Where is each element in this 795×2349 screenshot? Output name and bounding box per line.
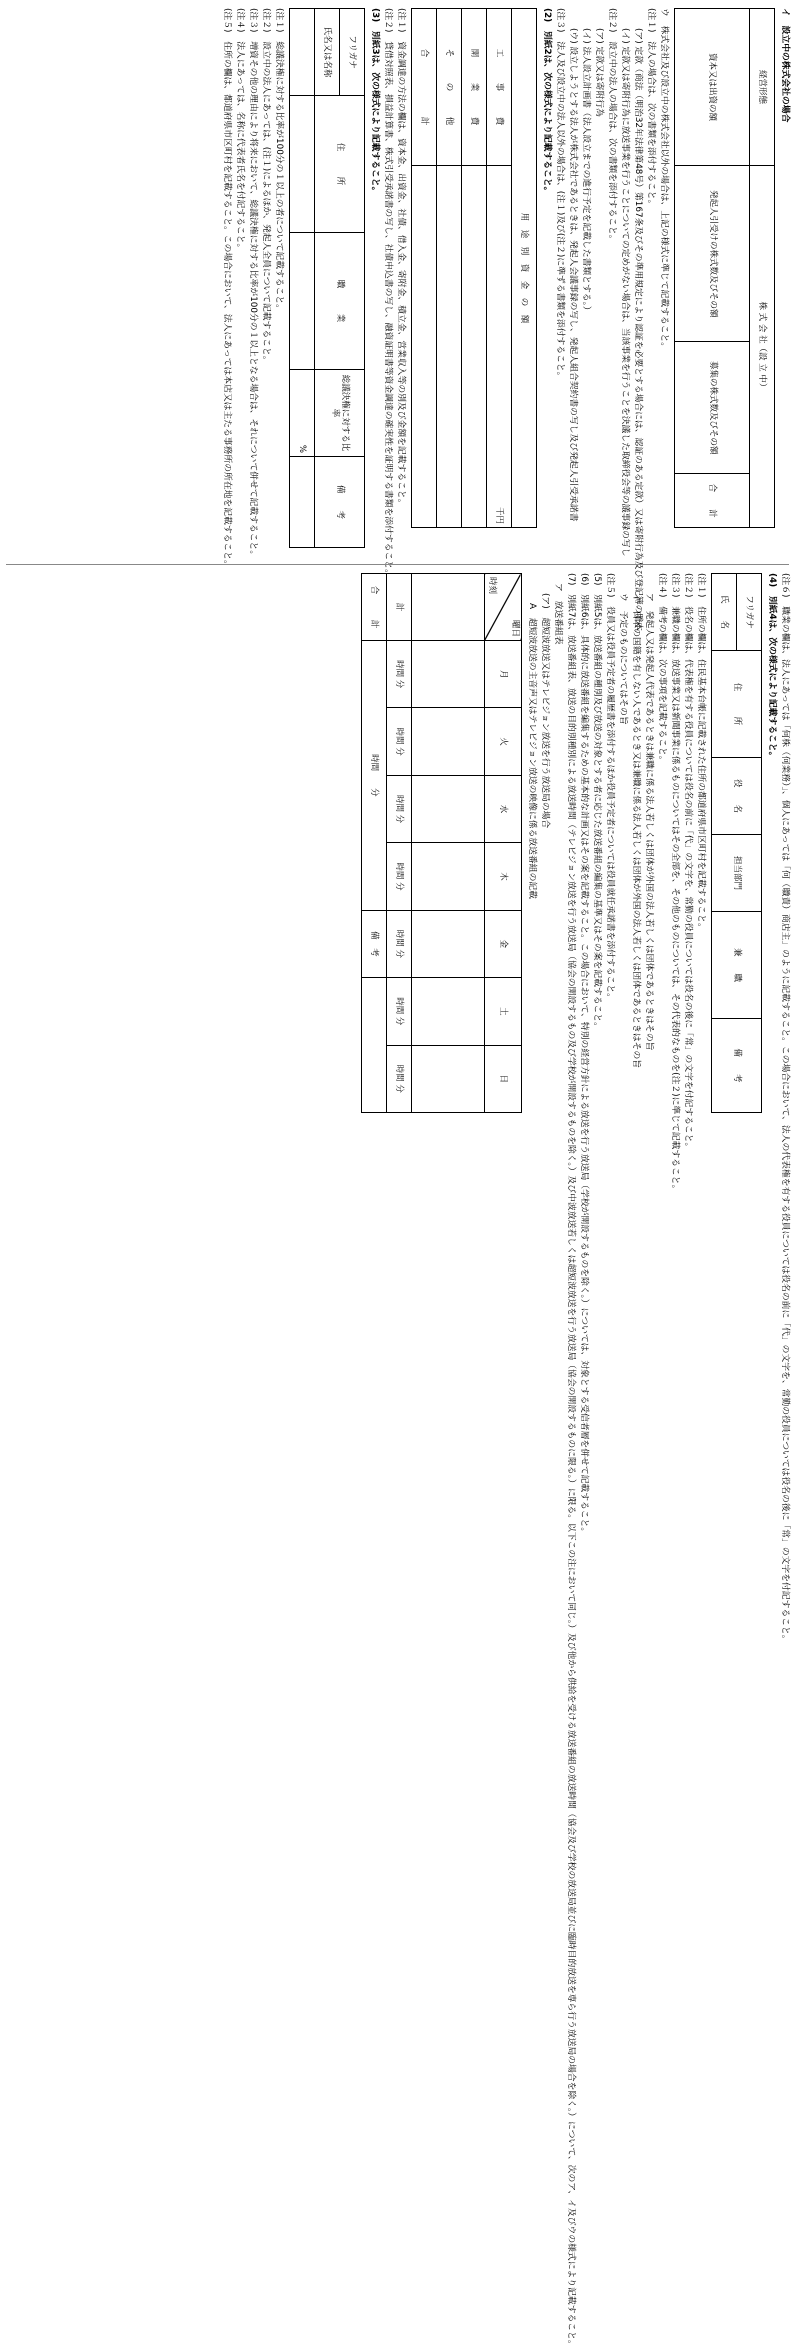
table-cell (436, 166, 461, 528)
hour-minute-cell: 時間 分 (386, 775, 411, 842)
table-cell (411, 708, 484, 775)
table-cell (411, 641, 484, 708)
section-heading: イ 設立中の株式会社の場合 (780, 8, 790, 123)
table-cell (289, 9, 314, 96)
note-text: (注２) 設立中の法人にあっては、(注１)によるほか、発起人全員について記載すること。 (260, 8, 271, 365)
capital-structure-table (674, 8, 775, 528)
note-text: (注４) 備考の欄は、次の事項を記載すること。 (656, 573, 667, 765)
hour-minute-cell: 時間 分 (386, 641, 411, 708)
note-text: (注３) 兼職の欄は、放送事業又は新聞事業に係るものについてはその全部を、その他のものについては、その代表的なものを(注２)に準じて記載すること。 (669, 573, 680, 1194)
program-schedule-table (361, 573, 522, 1113)
fund-usage-table (411, 8, 537, 528)
table-cell (289, 96, 314, 233)
note-text: (7) 別紙7は、放送番組表、放送の目的別種別による放送時間（テレビジョン放送を行う放送局（協会の開設するもの及び学校が開設するものを除く。）及び中波放送若しくは超短波放送を行う放送局（協会の開設するものに限る。）に限る。以下この注において同じ。）及び他から供給を受ける放送番組の放送時間（協会及び学校の放送局並びに臨時目的放送を専ら行う放送局の場合を除く。）について、次のア、イ及びウの様式により記載すること。 (565, 573, 576, 2349)
hour-minute-cell: 時間 分 (386, 1045, 411, 1112)
table-header-cell: 発起人引受けの株式数及びその額 (674, 166, 749, 342)
note-text: (注４) 法人にあっては、名称に代表者氏名を付記すること。 (234, 8, 245, 253)
note-text: (ウ) 設立しようとする法人が株式会社であるときは、発起人会議事録の写し、発起人組合契約書の写し及び発起人引受承諾書 (567, 28, 578, 522)
table-header-cell: 氏 名 (711, 574, 736, 651)
note-text: (ア) 超短波放送又はテレビジョン放送を行う放送局の場合 (539, 593, 550, 829)
note-text: (イ) 法人設立計画書（法人設立までの進行予定を記載した書類とする。） (580, 28, 591, 315)
table-header-cell: 氏名又は名称 (314, 9, 339, 96)
note-text: A 超短波放送の主音声又はテレビジョン放送の映像に係る放送番組の記載 (526, 603, 537, 899)
note-text: (注５) 住所の欄は、都道府県市区町村を記載すること。この場合において、法人にあっては本店又は主たる事務所の所在地を記載すること。 (221, 8, 232, 569)
officer-table (711, 573, 762, 1113)
day-header: 火 (484, 708, 521, 775)
note-text: (イ) 定款又は寄附行為に放送事業を行うことについての定めがない場合は、当該事業を行うことを決議した取締役会等の議事録の写し (619, 28, 630, 557)
table-corner-cell (484, 574, 521, 641)
table-cell (411, 775, 484, 842)
table-header-cell: 経営形態 (749, 9, 774, 166)
table-row-label: そ の 他 (436, 9, 461, 166)
table-cell (289, 457, 314, 548)
note-text: (注５) 役員又は役員予定者の履歴書を添付するほか役員予定者については役員就任承諾書を添付すること。 (604, 573, 615, 1002)
day-header: 月 (484, 641, 521, 708)
note-text: ア 放送番組表 (552, 583, 563, 645)
table-cell (461, 166, 486, 528)
table-row-label: 工 事 費 (486, 9, 511, 166)
table-cell (411, 166, 436, 528)
note-text: (注２) 役名の欄は、代表権を有する役員については役名の前に「代」の文字を、常勤の役員については役名の後に「常」の文字を付記すること。 (682, 573, 693, 1152)
note-text: (注２) 貸借対照表、損益計算書、株式引受承諾書の写し、社債申込書の写し、融資証明書等資金調達の確実性を証明する書類を添付すること。 (382, 8, 393, 578)
note-text: (注２) 設立中の法人の場合は、次の書類を添付すること。 (606, 8, 617, 244)
table-header-cell: 募集の株式数及びその額 (674, 342, 749, 474)
day-header: 土 (484, 978, 521, 1045)
note-text: (注６) 職業の欄は、法人にあっては「何株（何業務）」、個人にあっては「何（職責）商店主」のように記載すること。この場合において、法人の代表権を有する役員については役名の前に「代」の文字を、常勤の役員については役名の後に「常」の文字を付記すること。 (780, 573, 790, 1644)
note-text: ウ 株式会社及び設立中の株式会社以外の場合は、上記の様式に準じて記載すること。 (658, 8, 669, 352)
hour-minute-cell: 時間 分 (386, 978, 411, 1045)
remarks-label: 備 考 (361, 910, 386, 977)
table-header-cell: 備 考 (314, 457, 364, 548)
table-header-cell: フリガナ (736, 574, 761, 651)
note-text: (注１) 法人の場合は、次の書類を添付すること。 (645, 8, 656, 209)
table-header-cell: 職 業 (314, 233, 364, 370)
day-header: 水 (484, 775, 521, 842)
table-header-cell: 用 途 別 資 金 の 額 (511, 9, 536, 528)
table-cell (411, 910, 484, 977)
total-label: 合 計 (361, 574, 386, 641)
note-text: (注１) 総議決権に対する比率が100分の１以上の者について記載すること。 (273, 8, 284, 313)
note-text: (ア) 定款（商法（明治32年法律第48号）第167条及びその準用規定により認証を必要とする場合には、認証のある定款）又は寄附行為及び登記簿の謄本 (632, 28, 643, 632)
table-row-label: 開 業 費 (461, 9, 486, 166)
table-row-label: 合 計 (411, 9, 436, 166)
table-cell (411, 574, 484, 641)
total-value-cell: 時間 分 (361, 641, 386, 911)
hour-minute-cell: 時間 分 (386, 910, 411, 977)
corner-day-label: 曜日 (509, 619, 520, 637)
note-text: (注３) 法人及び設立中の法人以外の場合は、(注１)及び(注２)に準ずる書類を添付すること。 (554, 8, 565, 381)
hour-minute-cell: 時間 分 (386, 843, 411, 910)
table-header-cell: 住 所 (314, 96, 364, 233)
day-header: 金 (484, 910, 521, 977)
table-unit: 千円 (486, 166, 511, 528)
table-cell (411, 843, 484, 910)
note-text: (注３) 増資その他の理由により将来において、総議決権に対する比率が100分の１以上となる場合は、それについて併せて記載すること。 (247, 8, 258, 560)
note-text: (注１) 資金調達の方法の欄は、資本金、出資金、社債、借入金、寄附金、積立金、営業収入等の別及び金額を記載すること。 (395, 8, 406, 508)
table-unit: % (289, 370, 314, 457)
corner-time-label: 時刻 (487, 577, 498, 595)
table-header-cell: 役 名 (711, 758, 761, 835)
section-heading: (2) 別紙2は、次の様式により記載すること。 (541, 8, 552, 196)
table-cell (411, 978, 484, 1045)
day-header: 木 (484, 843, 521, 910)
note-text: (5) 別紙5は、放送番組の種別及び放送の対象とする者に応じた放送番組の編集の基準又はその案を記載すること。 (591, 573, 602, 1031)
table-header-cell: 総議決権に対する比率 (314, 370, 364, 457)
table-header-cell: 備 考 (711, 1019, 761, 1113)
note-text: (注１) 住所の欄は、住民基本台帳に記載された住所の都道府県市区町村を記載すること。 (695, 573, 706, 932)
lower-page (0, 565, 795, 2349)
note-text: (6) 別紙6は、具体的に放送番組を編集するための基本的な計画又はその案を記載すること。この場合において、特別の経営方針による放送を行う放送局（学校が開設するものを除く。）については、対象とする受信者層を併せて記載すること。 (578, 573, 589, 1537)
table-header-cell: 兼 職 (711, 912, 761, 1019)
table-cell (411, 1045, 484, 1112)
hour-minute-cell: 時間 分 (386, 708, 411, 775)
table-header-cell: 担当部門 (711, 835, 761, 912)
table-header-cell: 合 計 (674, 474, 749, 528)
table-cell (361, 978, 386, 1113)
note-text: (ア) 定款又は寄附行為 (593, 28, 604, 117)
note-text: イ 日本の国籍を有しない人であるとき又は兼職に係る法人若しくは団体が外国の法人若しくは団体であるときはその旨 (630, 593, 641, 1069)
table-header-cell: 株 式 会 社（設 立 中） (749, 166, 774, 528)
lower-page-content (0, 565, 795, 2349)
note-text: ウ 予定のものについてはその旨 (617, 593, 628, 725)
table-header-cell: フリガナ (339, 9, 364, 96)
table-header-cell: 資本又は出資の額 (674, 9, 749, 166)
shareholder-table (289, 8, 365, 548)
table-cell (289, 233, 314, 370)
table-header-cell: 住 所 (711, 651, 761, 758)
section-heading: (3) 別紙3は、次の様式により記載すること。 (369, 8, 380, 196)
subtotal-label: 計 (386, 574, 411, 641)
section-heading: (4) 別紙4は、次の様式により記載すること。 (766, 573, 777, 761)
day-header: 日 (484, 1045, 521, 1112)
note-text: ア 発起人又は発起人代表であるときは兼職に係る法人若しくは団体が外国の法人若しくは団体であるときはその旨 (643, 593, 654, 1051)
